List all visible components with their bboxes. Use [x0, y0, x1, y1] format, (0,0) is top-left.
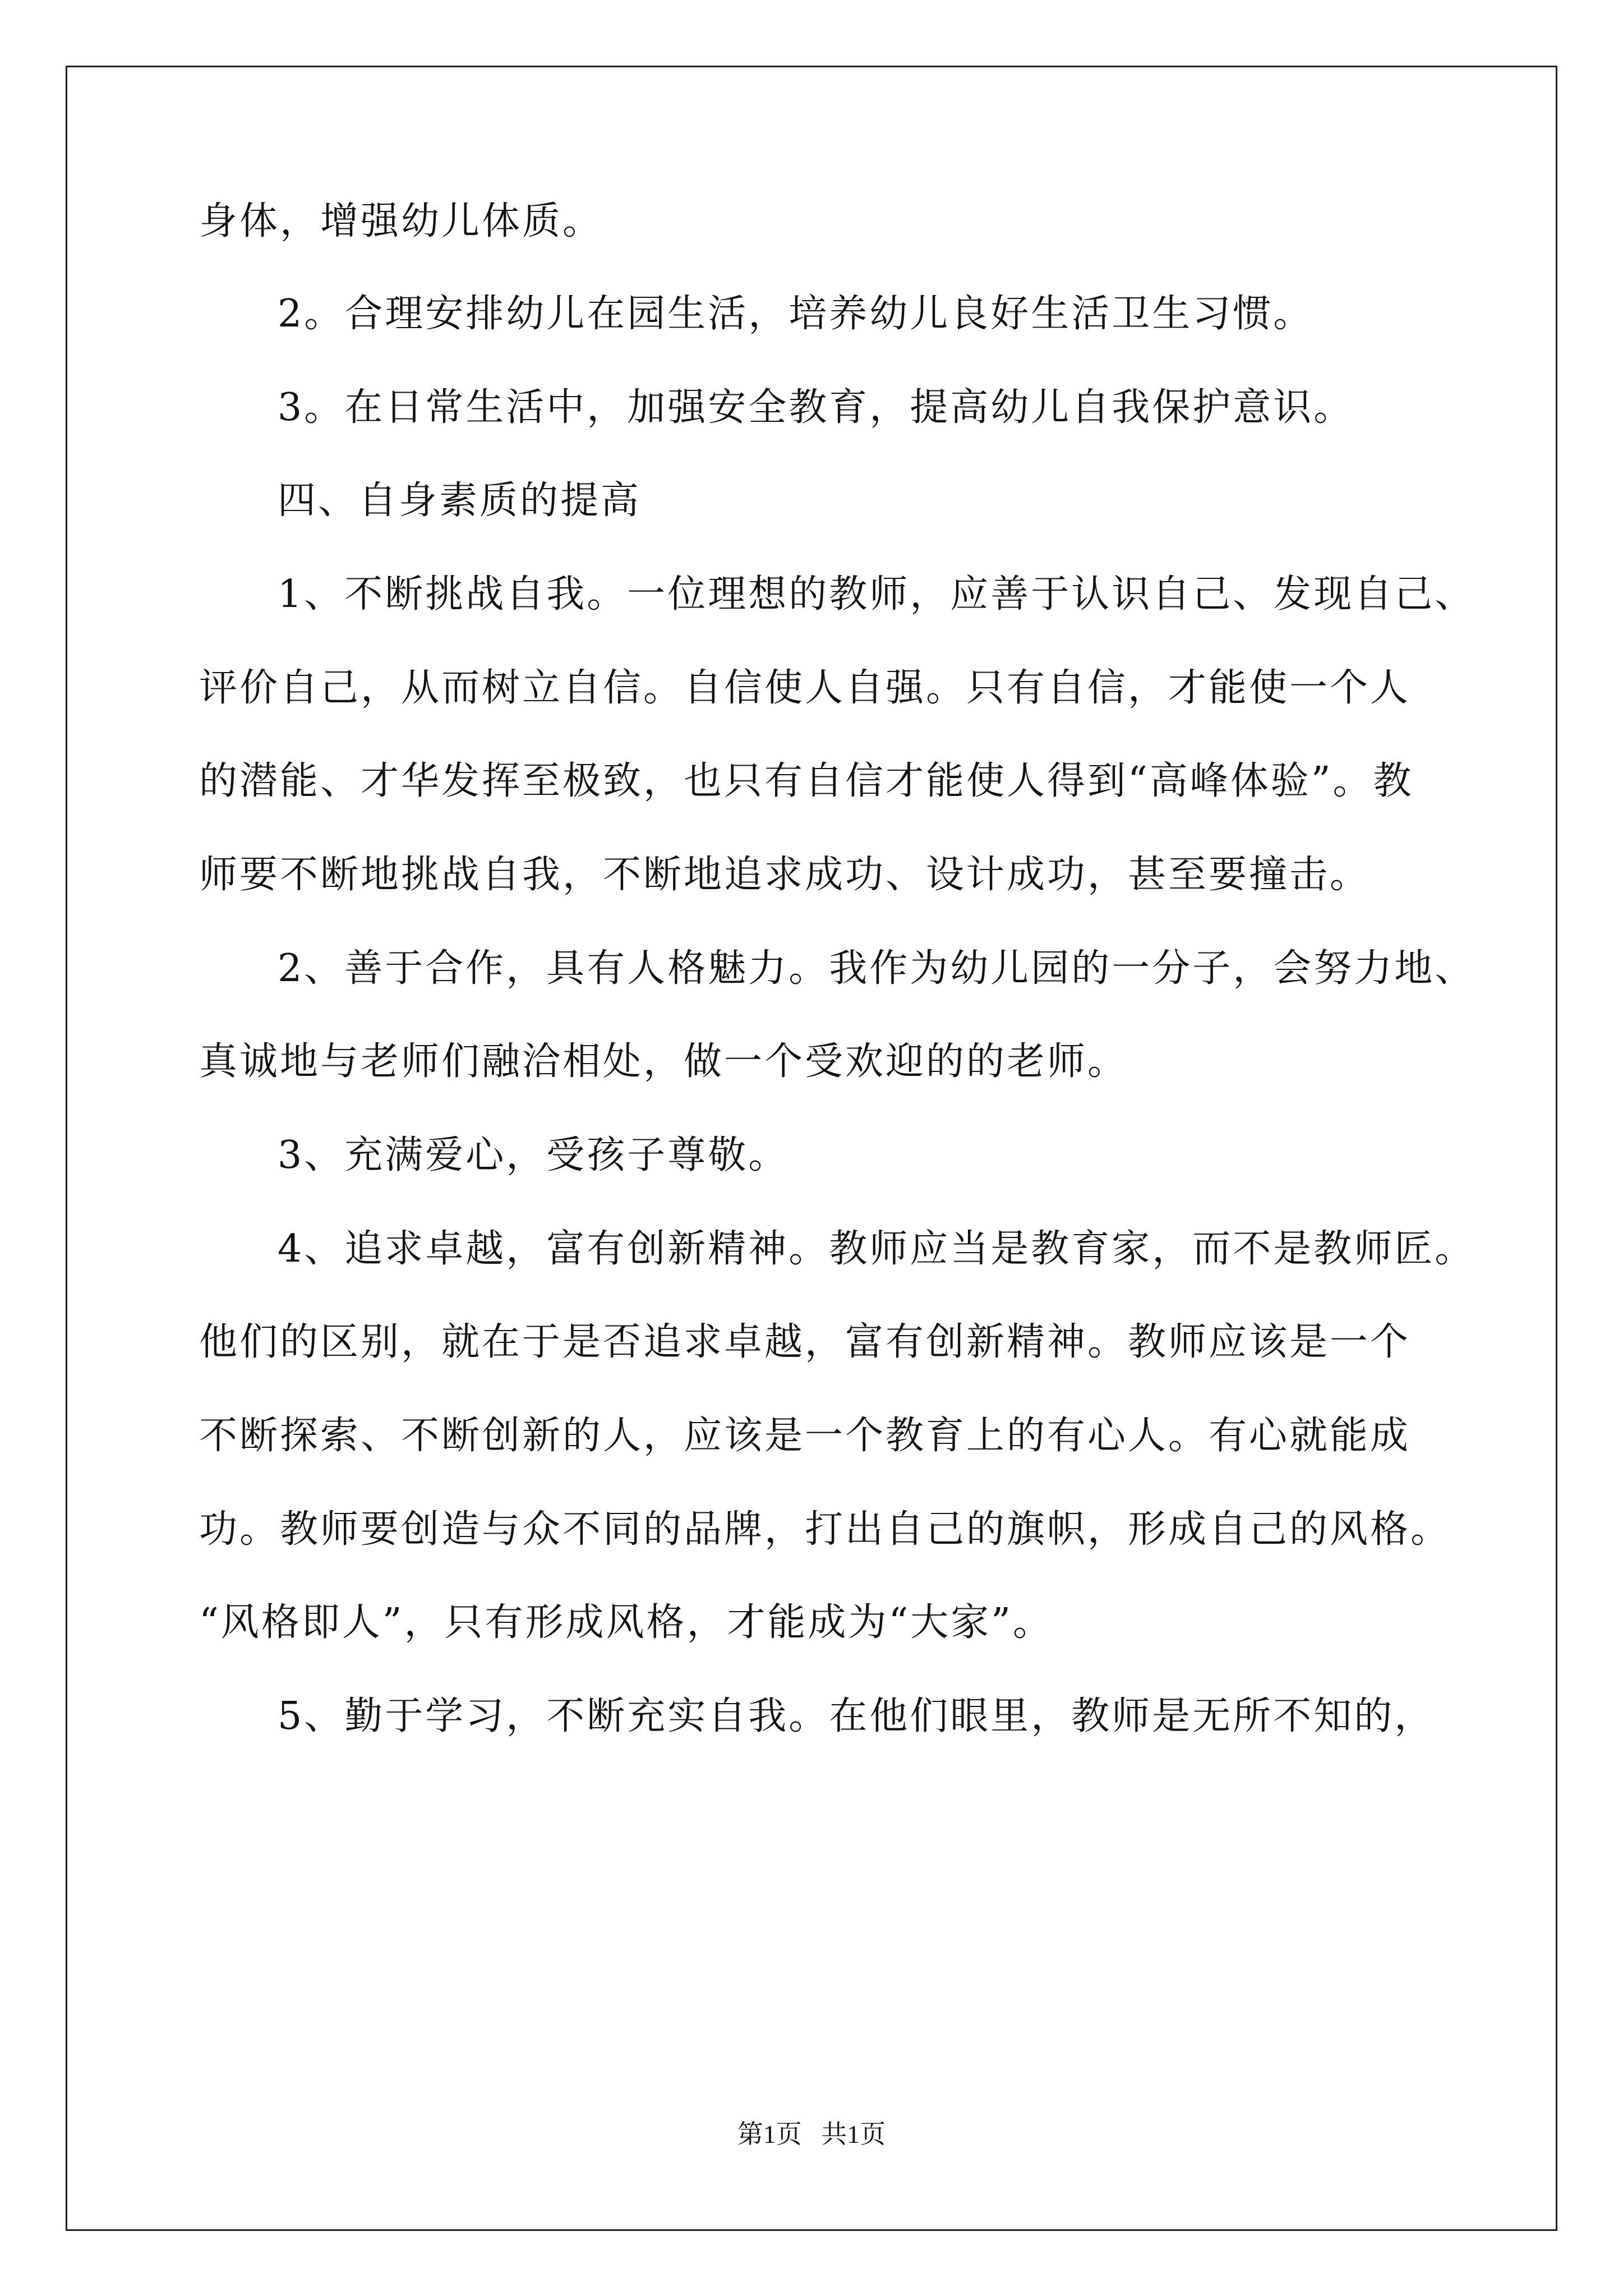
text-line: 他们的区别，就在于是否追求卓越，富有创新精神。教师应该是一个 [199, 1320, 1411, 1364]
text-line: 的潜能、才华发挥至极致，也只有自信才能使人得到“高峰体验”。教 [199, 759, 1414, 803]
text-line: 师要不断地挑战自我，不断地追求成功、设计成功，甚至要撞击。 [199, 853, 1371, 897]
text-line: 3、充满爱心，受孩子尊敬。 [278, 1133, 789, 1177]
text-line: “风格即人”，只有形成风格，才能成为“大家”。 [199, 1600, 1054, 1645]
text-line: 1、不断挑战自我。一位理想的教师，应善于认识自己、发现自己、 [278, 572, 1476, 616]
text-line: 2、善于合作，具有人格魅力。我作为幼儿园的一分子，会努力地、 [278, 946, 1476, 991]
text-line: 不断探索、不断创新的人，应该是一个教育上的有心人。有心就能成 [199, 1414, 1411, 1458]
text-line: 真诚地与老师们融洽相处，做一个受欢迎的的老师。 [199, 1039, 1128, 1084]
page-footer: 第1页 共1页 [737, 2120, 886, 2148]
text-line: 评价自己，从而树立自信。自信使人自强。只有自信，才能使一个人 [199, 666, 1411, 710]
text-line: 3。在日常生活中，加强安全教育，提高幼儿自我保护意识。 [278, 385, 1354, 430]
text-line: 2。合理安排幼儿在园生活，培养幼儿良好生活卫生习惯。 [278, 292, 1314, 336]
text-line: 功。教师要创造与众不同的品牌，打出自己的旗帜，形成自己的风格。 [199, 1507, 1451, 1552]
section-heading: 四、自身素质的提高 [278, 478, 642, 523]
text-line: 身体，增强幼儿体质。 [199, 199, 603, 243]
text-line: 5、勤于学习，不断充实自我。在他们眼里，教师是无所不知的， [278, 1694, 1435, 1738]
text-line: 4、追求卓越，富有创新精神。教师应当是教育家，而不是教师匠。 [278, 1227, 1476, 1271]
